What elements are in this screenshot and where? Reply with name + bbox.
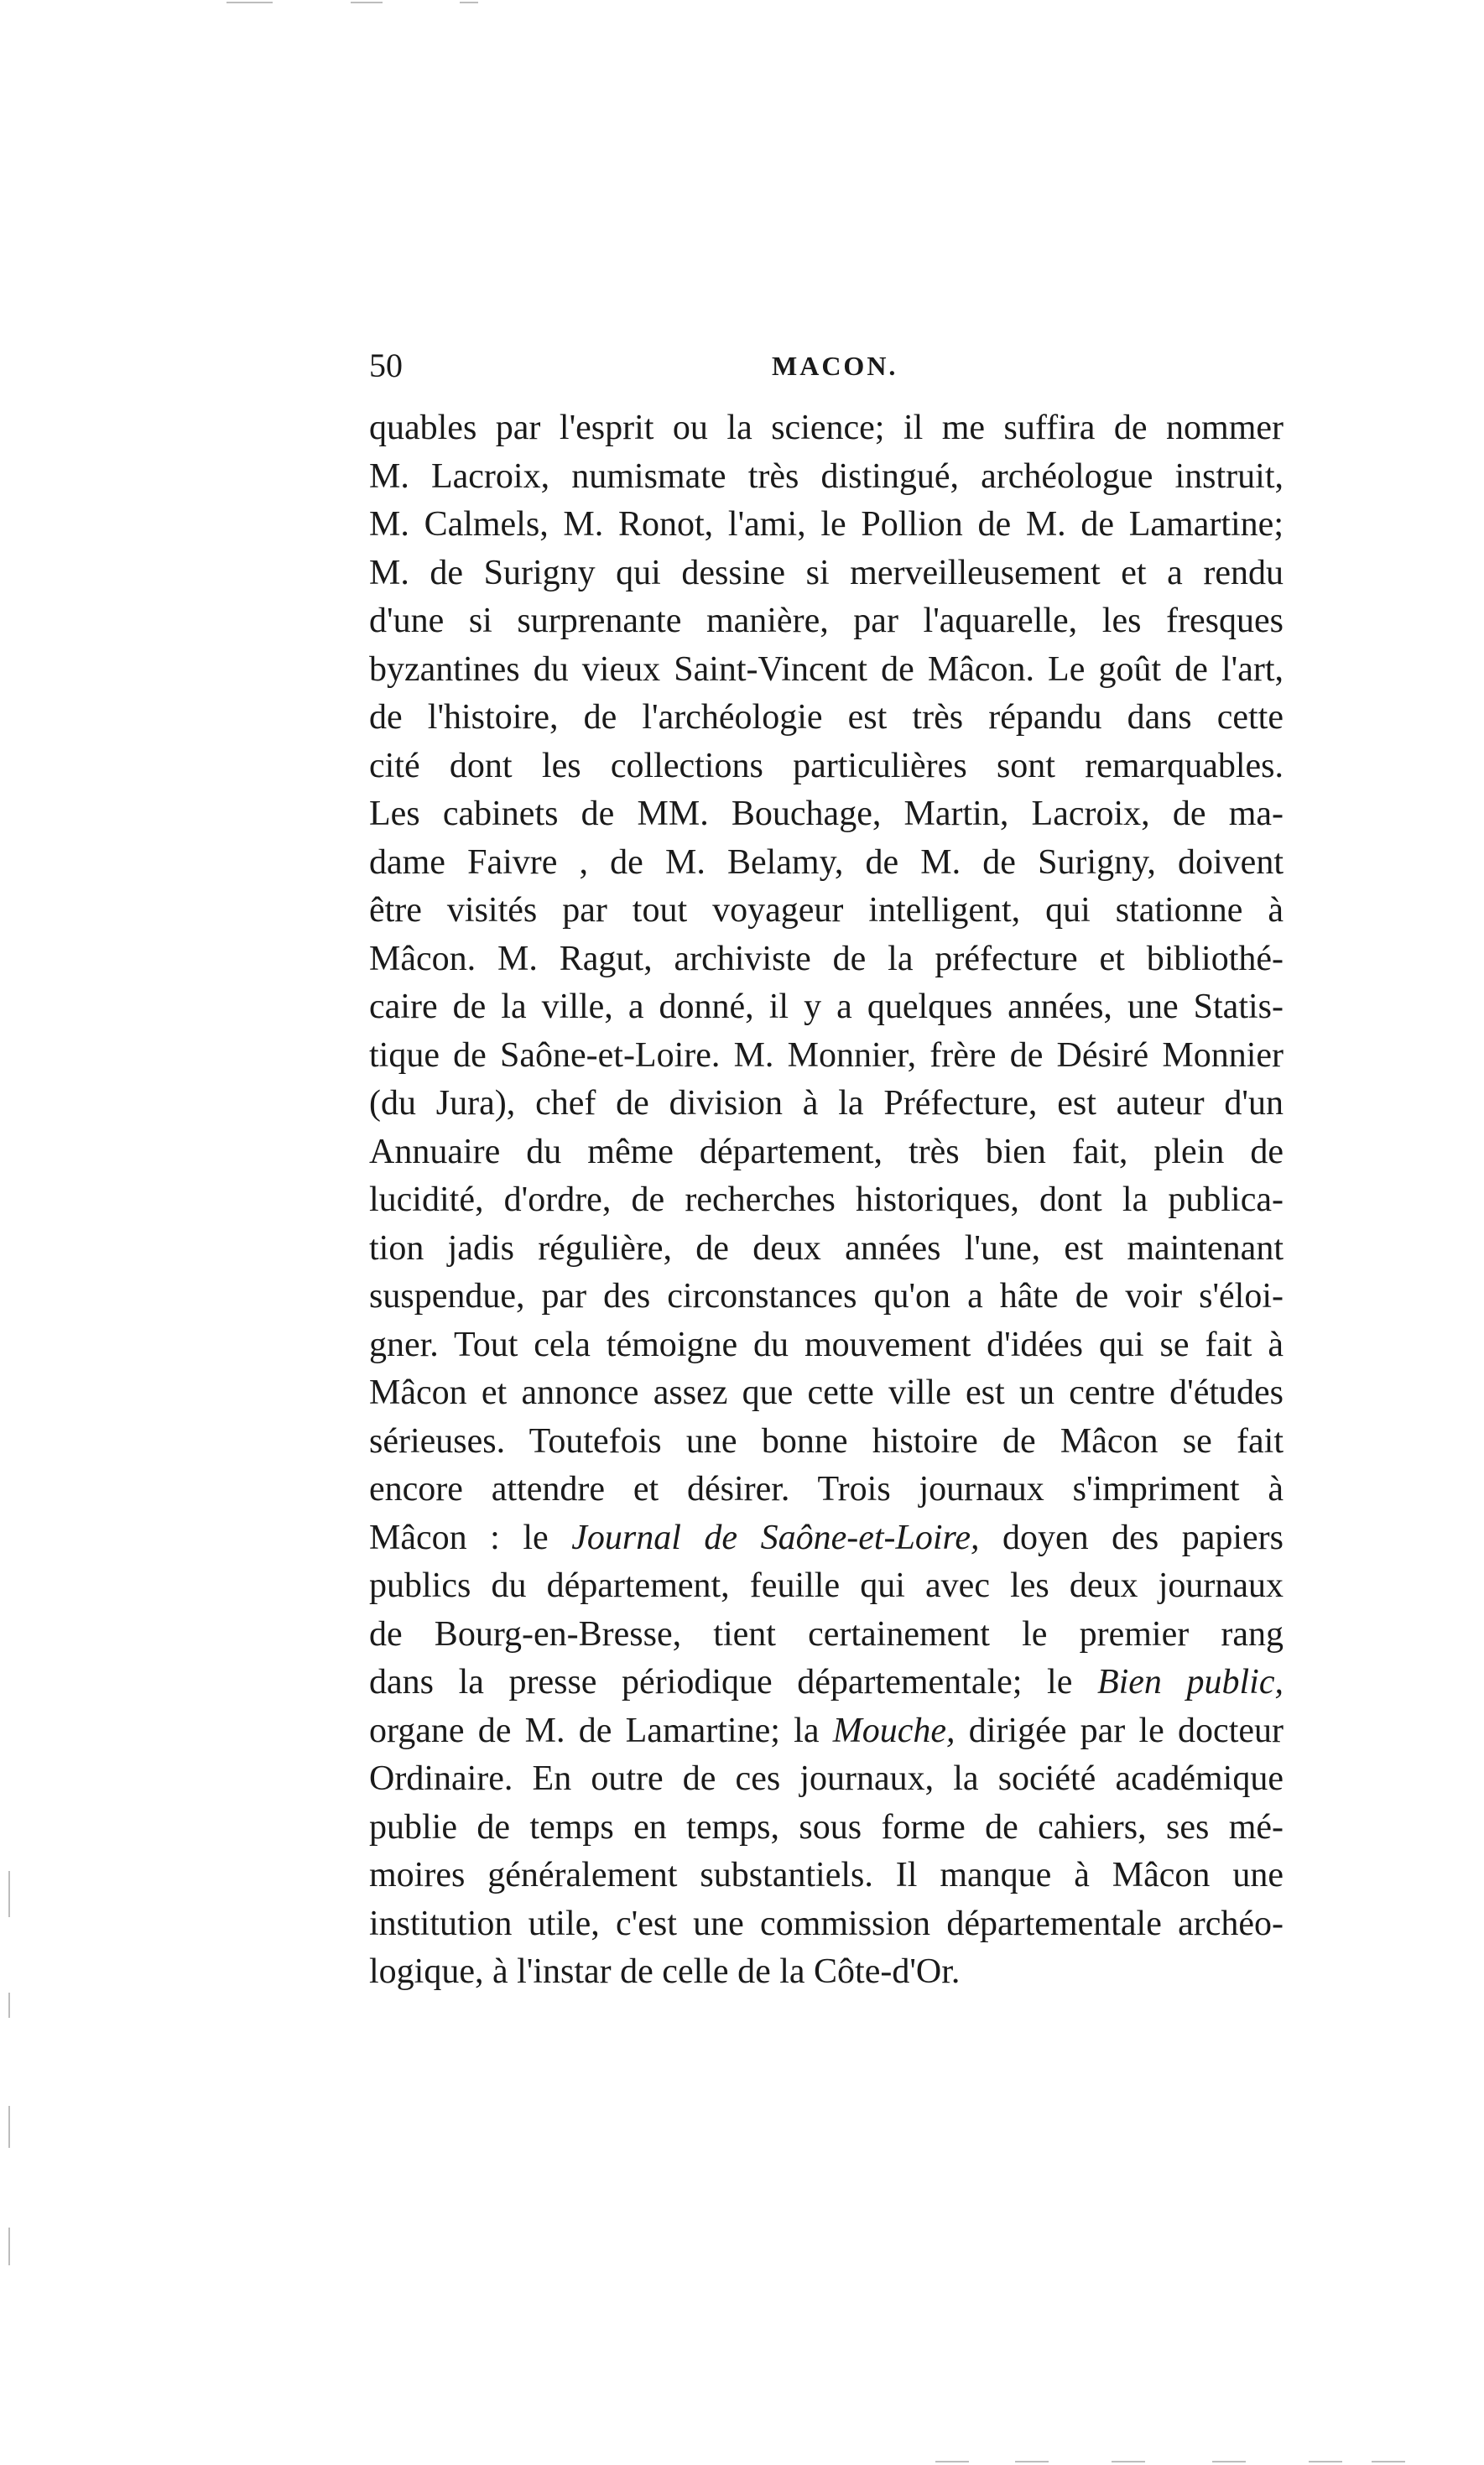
text-segment: de l'histoire, de l'archéologie est très répandu dans cette bbox=[369, 698, 1284, 737]
text-segment: lucidité, d'ordre, de recherches historiques, dont la publica- bbox=[369, 1180, 1284, 1219]
text-segment: publie de temps en temps, sous forme de cahiers, ses mé- bbox=[369, 1807, 1284, 1847]
text-line bbox=[369, 646, 1284, 695]
running-head: MACON. bbox=[772, 351, 898, 381]
scan-mark bbox=[8, 2106, 10, 2148]
text-segment: M. Lacroix, numismate très distingué, archéologue instruit, bbox=[369, 456, 1284, 496]
scan-mark bbox=[1309, 2461, 1342, 2462]
text-line bbox=[369, 453, 1284, 502]
text-line bbox=[369, 404, 1284, 453]
text-line bbox=[369, 1707, 1284, 1756]
text-line bbox=[369, 501, 1284, 550]
text-segment: être visités par tout voyageur intelligent, qui stationne à bbox=[369, 891, 1284, 930]
text-segment: M. de Surigny qui dessine si merveilleusement et a rendu bbox=[369, 553, 1284, 592]
text-line bbox=[369, 1225, 1284, 1274]
text-line bbox=[369, 1611, 1284, 1660]
italic-title: Bien public, bbox=[1096, 1663, 1284, 1702]
text-segment: organe de M. de Lamartine; la bbox=[369, 1711, 833, 1750]
page-header bbox=[369, 346, 1284, 396]
text-segment: cité dont les collections particulières sont remarquables. bbox=[369, 746, 1284, 785]
text-line bbox=[369, 1948, 1284, 1997]
scan-mark bbox=[460, 2, 478, 3]
text-line bbox=[369, 1804, 1284, 1853]
text-line bbox=[369, 550, 1284, 598]
text-line bbox=[369, 1321, 1284, 1370]
text-segment: encore attendre et désirer. Trois journaux s'impriment à bbox=[369, 1470, 1284, 1509]
text-segment: caire de la ville, a donné, il y a quelques années, une Statis- bbox=[369, 988, 1284, 1026]
text-line bbox=[369, 1659, 1284, 1707]
text-line bbox=[369, 1032, 1284, 1081]
text-line bbox=[369, 694, 1284, 743]
body-paragraph bbox=[369, 404, 1284, 1997]
text-segment: Mâcon. M. Ragut, archiviste de la préfecture et bibliothé- bbox=[369, 939, 1284, 978]
text-line bbox=[369, 743, 1284, 791]
text-line bbox=[369, 1128, 1284, 1177]
text-line bbox=[369, 839, 1284, 888]
text-segment: Ordinaire. En outre de ces journaux, la société académique bbox=[369, 1759, 1284, 1798]
text-line bbox=[369, 1176, 1284, 1225]
text-segment: dirigée par le docteur bbox=[955, 1711, 1284, 1750]
text-segment: Les cabinets de MM. Bouchage, Martin, Lacroix, de ma- bbox=[369, 795, 1284, 833]
italic-title: Journal de Saône-et-Loire, bbox=[571, 1518, 980, 1557]
text-segment: quables par l'esprit ou la science; il me suffira de nommer bbox=[369, 409, 1284, 447]
text-segment: (du Jura), chef de division à la Préfecture, est auteur d'un bbox=[369, 1084, 1284, 1123]
text-segment: publics du département, feuille qui avec les deux journaux bbox=[369, 1566, 1284, 1605]
text-line bbox=[369, 1369, 1284, 1418]
text-segment: suspendue, par des circonstances qu'on a hâte de voir s'éloi- bbox=[369, 1277, 1284, 1316]
text-segment: dans la presse périodique départementale; le bbox=[369, 1663, 1097, 1702]
text-segment: Mâcon : le bbox=[369, 1518, 572, 1557]
text-line bbox=[369, 597, 1284, 646]
text-segment: sérieuses. Toutefois une bonne histoire de Mâcon se fait bbox=[369, 1421, 1284, 1461]
text-segment: logique, à l'instar de celle de la Côte-d'Or. bbox=[369, 1952, 961, 1991]
text-line bbox=[369, 1418, 1284, 1467]
text-line bbox=[369, 1562, 1284, 1611]
text-segment: Mâcon et annonce assez que cette ville est un centre d'études bbox=[369, 1373, 1284, 1412]
scan-mark bbox=[8, 1871, 10, 1917]
text-line bbox=[369, 790, 1284, 839]
scan-mark bbox=[351, 2, 383, 3]
text-segment: institution utile, c'est une commission départementale archéo- bbox=[369, 1904, 1284, 1943]
text-segment: d'une si surprenante manière, par l'aquarelle, les fresques bbox=[369, 602, 1284, 640]
page-number: 50 bbox=[369, 347, 403, 384]
text-segment: dame Faivre , de M. Belamy, de M. de Surigny, doivent bbox=[369, 842, 1284, 882]
text-segment: byzantines du vieux Saint-Vincent de Mâcon. Le goût de l'art, bbox=[369, 649, 1284, 689]
text-segment: M. Calmels, M. Ronot, l'ami, le Pollion de M. de Lamartine; bbox=[369, 505, 1284, 544]
scan-mark bbox=[1372, 2461, 1405, 2462]
scan-mark bbox=[935, 2461, 969, 2462]
scan-mark bbox=[227, 2, 273, 3]
text-line bbox=[369, 1900, 1284, 1949]
text-line bbox=[369, 935, 1284, 984]
scan-mark bbox=[1015, 2461, 1049, 2462]
text-segment: tique de Saône-et-Loire. M. Monnier, frère de Désiré Monnier bbox=[369, 1035, 1284, 1075]
text-segment: de Bourg-en-Bresse, tient certainement le premier rang bbox=[369, 1614, 1284, 1654]
text-line bbox=[369, 1755, 1284, 1804]
text-line bbox=[369, 887, 1284, 935]
text-line bbox=[369, 1273, 1284, 1321]
text-segment: doyen des papiers bbox=[979, 1518, 1284, 1557]
text-line bbox=[369, 1080, 1284, 1128]
text-line bbox=[369, 1852, 1284, 1900]
scan-mark bbox=[1212, 2461, 1246, 2462]
scan-mark bbox=[8, 2228, 10, 2265]
text-line bbox=[369, 1466, 1284, 1514]
text-segment: tion jadis régulière, de deux années l'une, est maintenant bbox=[369, 1228, 1284, 1268]
text-segment: gner. Tout cela témoigne du mouvement d'idées qui se fait à bbox=[369, 1325, 1284, 1364]
italic-title: Mouche, bbox=[832, 1711, 955, 1750]
scan-mark bbox=[8, 1993, 10, 2018]
text-segment: moires généralement substantiels. Il manque à Mâcon une bbox=[369, 1856, 1284, 1894]
text-line bbox=[369, 983, 1284, 1032]
text-segment: Annuaire du même département, très bien fait, plein de bbox=[369, 1132, 1284, 1171]
text-line bbox=[369, 1514, 1284, 1563]
scan-mark bbox=[1112, 2461, 1145, 2462]
